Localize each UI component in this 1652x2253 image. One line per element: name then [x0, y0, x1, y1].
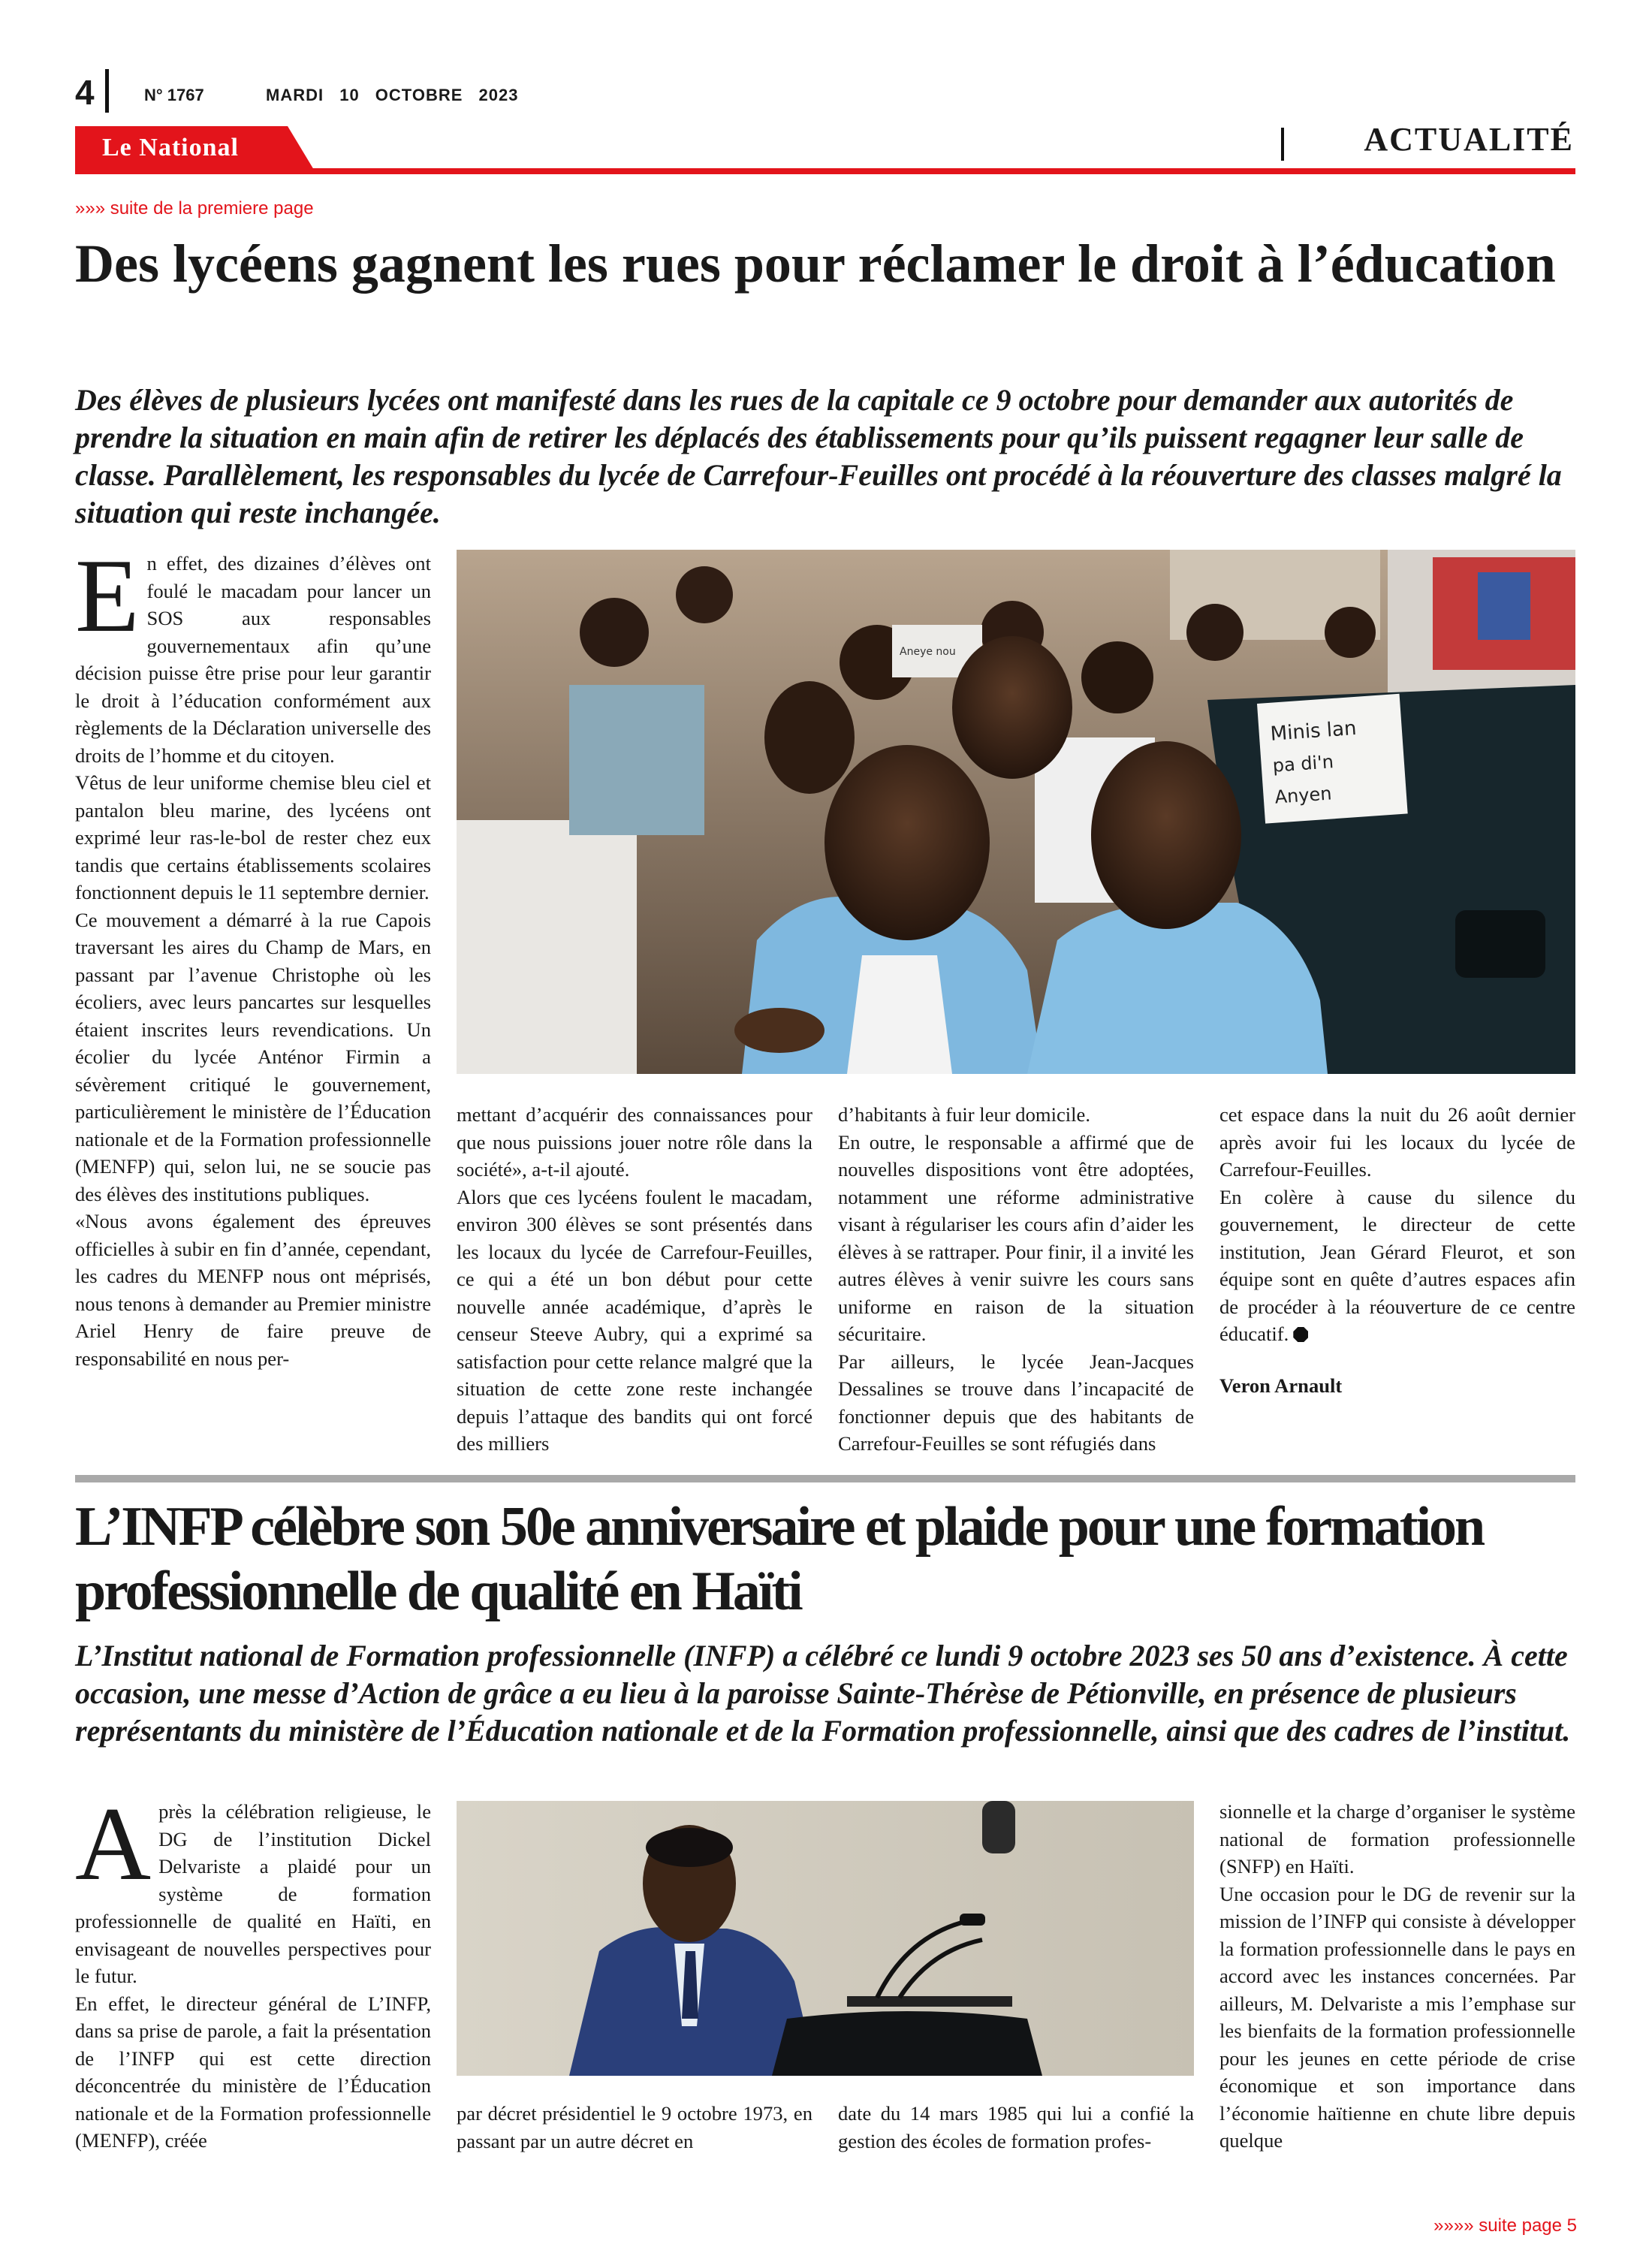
paragraph — [1219, 1184, 1575, 1348]
continued-on-link[interactable]: »»»» suite page 5 — [1433, 2215, 1577, 2236]
sign-line-1: Minis lan — [1269, 716, 1358, 746]
paragraph: date du 14 mars 1985 qui lui a confié la gestion des écoles de formation profes- — [838, 2102, 1194, 2152]
article2-column-3 — [838, 2100, 1194, 2155]
sign-line-3: Anyen — [1274, 783, 1333, 808]
article-separator — [75, 1475, 1575, 1482]
issue-date: MARDI 10 OCTOBRE 2023 — [266, 86, 519, 104]
paragraph: Ce mouvement a démarré à la rue Capois traversant les aires du Champ de Mars, en passant par l’avenue Christophe où les écoliers, avec leurs pancartes sur lesquelles étaient inscrites leurs revendications. Un écolier du lycée Anténor Firmin a sévèrement critiqué le gouvernement, particulièrement le ministère de l’Éducation nationale et de la Formation professionnelle (MENFP) qui, selon lui, ne se soucie pas des élèves des institutions publiques. — [75, 908, 431, 1205]
article2-column-1 — [75, 1786, 431, 2155]
paragraph: En outre, le responsable a affirmé que de nouvelles dispositions vont être adoptées, notamment une réforme administrative visant à régulariser les cours afin d’aider les élèves à se rattraper. Pour finir, il a invité les autres élèves à venir suivre les cours sans uniforme en raison de la situation sécuritaire. — [838, 1130, 1194, 1345]
article2-column-2 — [457, 2100, 812, 2155]
section-title: ACTUALITÉ — [1364, 121, 1574, 158]
dropcap: A — [75, 1786, 152, 1902]
section-divider — [1281, 128, 1284, 161]
page-number: 4 — [75, 73, 95, 112]
paragraph: Par ailleurs, le lycée Jean-Jacques Dessalines se trouve dans l’incapacité de fonctionner depuis que des habitants de Carrefour-Feuilles se sont réfugiés dans — [838, 1350, 1194, 1455]
paragraph: d’habitants à fuir leur domicile. — [838, 1103, 1091, 1126]
paragraph: Une occasion pour le DG de revenir sur la mission de l’INFP qui consiste à développer la formation professionnelle dans le pays en accord avec les instances concernées. Par ailleurs, M. Delvariste a mis l’emphase sur les bienfaits de la formation professionnelle pour les jeunes en cette période de crise économique et son importance dans l’économie haïtienne en chute libre depuis quelque — [1219, 1882, 1575, 2152]
paragraph: Vêtus de leur uniforme chemise bleu ciel et pantalon bleu marine, des lycéens ont exprimé leur ras-le-bol de rester chez eux tandis que certains établissements scolaires fonctionnent depuis le 11 septembre dernier. — [75, 771, 431, 903]
paragraph: n effet, des dizaines d’élèves ont foulé le macadam pour lancer un SOS aux responsables gouvernementaux afin qu’une décision puisse être prise pour leur garantir le droit à l’éducation conformément aux règlements de la Déclaration universelle des droits de l’homme et du citoyen. — [75, 552, 431, 767]
speaker-photo — [457, 1801, 1194, 2076]
header-rule — [75, 168, 1575, 174]
paragraph: par décret présidentiel le 9 octobre 1973, en passant par un autre décret en — [457, 2102, 812, 2152]
paragraph: «Nous avons également des épreuves officielles à subir en fin d’année, cependant, les cadres du MENFP nous ont méprisés, nous tenons à demander au Premier ministre Ariel Henry de faire preuve de responsabilité en nous per- — [75, 1210, 431, 1370]
paragraph: En effet, le directeur général de L’INFP, dans sa prise de parole, a fait la présentation de l’INFP qui est cette direction déconcentrée du ministère de l’Éducation nationale et de la Formation professionnelle (MENFP), créée — [75, 1992, 431, 2152]
article1-column-1 — [75, 538, 431, 1372]
issue-number: N° 1767 — [144, 86, 204, 104]
dropcap: E — [75, 538, 140, 654]
end-of-article-icon — [1293, 1327, 1308, 1342]
article1-column-3 — [838, 1101, 1194, 1458]
paragraph: Alors que ces lycéens foulent le macadam, environ 300 élèves se sont présentés dans les locaux du lycée de Carrefour-Feuilles, ce qui a été un bon début pour cette nouvelle année académique, d’après le censeur Steeve Aubry, qui a exprimé sa satisfaction pour cette relance malgré que la situation de cette zone reste inchangée depuis l’attaque des bandits qui ont forcé des milliers — [457, 1185, 812, 1455]
article2-lede: L’Institut national de Formation professionnelle (INFP) a célébré ce lundi 9 octobre 2023 ses 50 ans d’existence. À cette occasion, une messe d’Action de grâce a eu lieu à la paroisse Sainte-Thérèse de Pétionville, en présence de plusieurs représentants du ministère de l’Éducation nationale et de la Formation professionnelle, ainsi que des cadres de l’institut. — [75, 1639, 1571, 1748]
article2-column-4 — [1219, 1798, 1575, 2155]
paragraph: mettant d’acquérir des connaissances pour que nous puissions jouer notre rôle dans la société», a-t-il ajouté. — [457, 1103, 812, 1181]
protest-photo — [457, 550, 1575, 1074]
paragraph: près la célébration religieuse, le DG de l’institution Dickel Delvariste a plaidé pour un système de formation professionnelle de qualité en Haïti, en envisageant de nouvelles perspectives pour le futur. — [75, 1800, 431, 1987]
small-sign: Aneye nou — [900, 646, 956, 658]
page-number-divider — [105, 69, 109, 113]
article1-column-4 — [1219, 1101, 1575, 1399]
article2-title: L’INFP célèbre son 50e anniversaire et plaide pour une formation professionnelle de qualité en Haïti — [75, 1496, 1484, 1622]
brand-name: Le National — [102, 134, 239, 161]
sign-line-2: pa di'n — [1271, 751, 1334, 777]
article1-column-2 — [457, 1101, 812, 1458]
article1-lede: Des élèves de plusieurs lycées ont manifesté dans les rues de la capitale ce 9 octobre pour demander aux autorités de prendre la situation en main afin de retirer les déplacés des établissements pour qu’ils puissent regagner leur salle de classe. Parallèlement, les responsables du lycée de Carrefour-Feuilles ont procédé à la réouverture des classes malgré la situation qui reste inchangée. — [75, 383, 1562, 529]
article1-title: Des lycéens gagnent les rues pour réclamer le droit à l’éducation — [75, 234, 1556, 294]
paragraph-text: En colère à cause du silence du gouvernement, le directeur de cette institution, Jean Gérard Fleurot, et son équipe sont en quête d’autres espaces afin de procéder à la réouverture de ce centre éducatif. — [1219, 1185, 1575, 1345]
paragraph: cet espace dans la nuit du 26 août dernier après avoir fui les locaux du lycée de Carrefour-Feuilles. — [1219, 1103, 1575, 1181]
continued-from-link[interactable]: »»» suite de la premiere page — [75, 198, 314, 219]
byline: Veron Arnault — [1219, 1374, 1343, 1397]
paragraph: sionnelle et la charge d’organiser le système national de formation professionnelle (SNFP) en Haïti. — [1219, 1800, 1575, 1878]
